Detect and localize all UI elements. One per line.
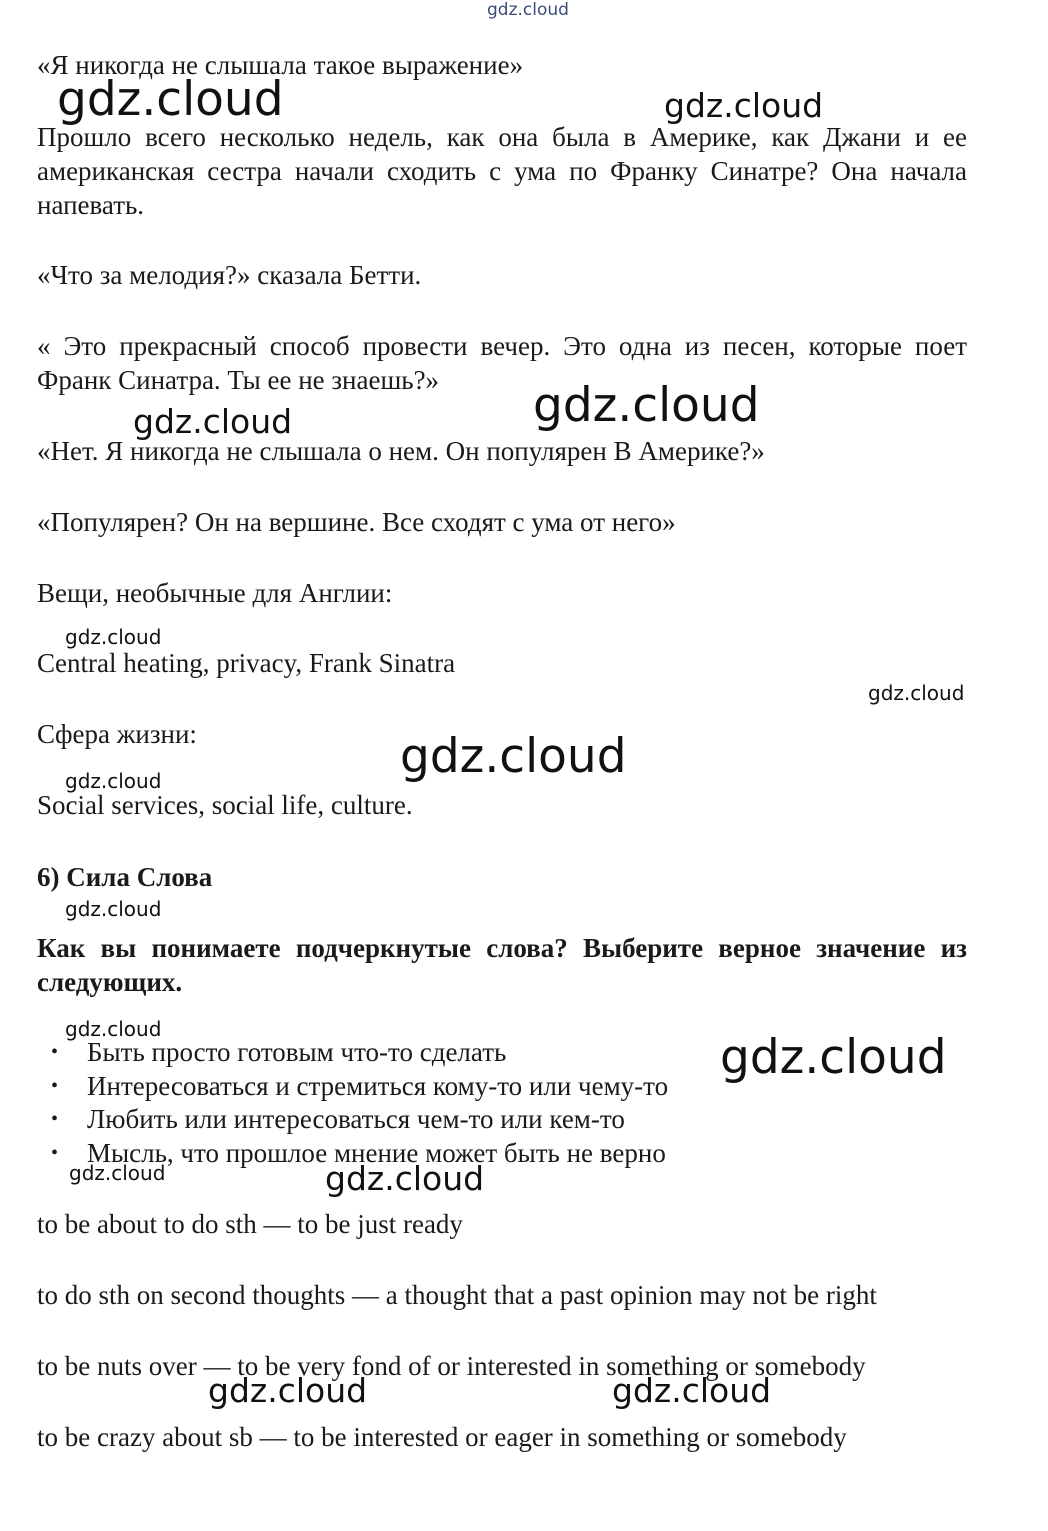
bullet-icon: • — [51, 1108, 59, 1130]
watermark: gdz.cloud — [868, 681, 965, 705]
paragraph: «Популярен? Он на вершине. Все сходят с ума от него» — [37, 507, 676, 537]
list-item — [37, 1103, 668, 1137]
watermark: gdz.cloud — [208, 1371, 368, 1410]
definition: to be crazy about sb — to be interested or eager in something or somebody — [37, 1422, 847, 1452]
bullet-icon: • — [51, 1074, 59, 1097]
watermark: gdz.cloud — [65, 897, 162, 921]
list-item — [37, 1137, 668, 1171]
bullet-icon: • — [51, 1141, 59, 1164]
paragraph: «Я никогда не слышала такое выражение» — [37, 50, 524, 80]
watermark-top: gdz.cloud — [487, 0, 569, 20]
bullet-icon: • — [51, 1041, 59, 1063]
paragraph: « Это прекрасный способ провести вечер. Это одна из песен, которые поет Франк Синатра. Ты ее не знаешь?» — [37, 331, 967, 395]
list-item — [37, 1070, 668, 1104]
paragraph: «Что за мелодия?» сказала Бетти. — [37, 260, 422, 290]
definition: to do sth on second thoughts — a thought that a past opinion may not be right — [37, 1280, 877, 1310]
watermark: gdz.cloud — [664, 86, 824, 125]
list-item-text: Интересоваться и стремиться кому-то или чему-то — [87, 1070, 669, 1101]
paragraph: Social services, social life, culture. — [37, 790, 413, 820]
list-item-text: Любить или интересоваться чем-то или кем-то — [87, 1104, 625, 1134]
watermark: gdz.cloud — [720, 1030, 947, 1085]
watermark: gdz.cloud — [65, 1017, 162, 1041]
section-instruction: Как вы понимаете подчеркнутые слова? Выберите верное значение из следующих. — [37, 933, 967, 997]
bullet-list — [37, 1036, 668, 1170]
watermark: gdz.cloud — [57, 72, 284, 127]
watermark: gdz.cloud — [65, 769, 162, 793]
watermark: gdz.cloud — [400, 729, 627, 784]
paragraph: «Нет. Я никогда не слышала о нем. Он популярен В Америке?» — [37, 436, 765, 466]
paragraph: Прошло всего несколько недель, как она была в Америке, как Джани и ее американская сестра начали сходить с ума по Франку Синатре? Она начала напевать. — [37, 122, 967, 220]
watermark: gdz.cloud — [612, 1371, 772, 1410]
list-item — [37, 1036, 668, 1070]
watermark: gdz.cloud — [325, 1159, 485, 1198]
paragraph: Вещи, необычные для Англии: — [37, 578, 393, 608]
list-item-text: Быть просто готовым что-то сделать — [87, 1037, 507, 1067]
paragraph: Central heating, privacy, Frank Sinatra — [37, 648, 456, 678]
watermark: gdz.cloud — [69, 1161, 166, 1185]
definition: to be about to do sth — to be just ready — [37, 1209, 463, 1239]
definition: to be nuts over — to be very fond of or interested in something or somebody — [37, 1351, 866, 1381]
list-item-text: Мысль, что прошлое мнение может быть не верно — [87, 1137, 666, 1168]
section-title: 6) Сила Слова — [37, 862, 213, 892]
watermark: gdz.cloud — [133, 402, 293, 441]
paragraph: Сфера жизни: — [37, 719, 197, 749]
watermark: gdz.cloud — [533, 378, 760, 433]
watermark: gdz.cloud — [65, 625, 162, 649]
